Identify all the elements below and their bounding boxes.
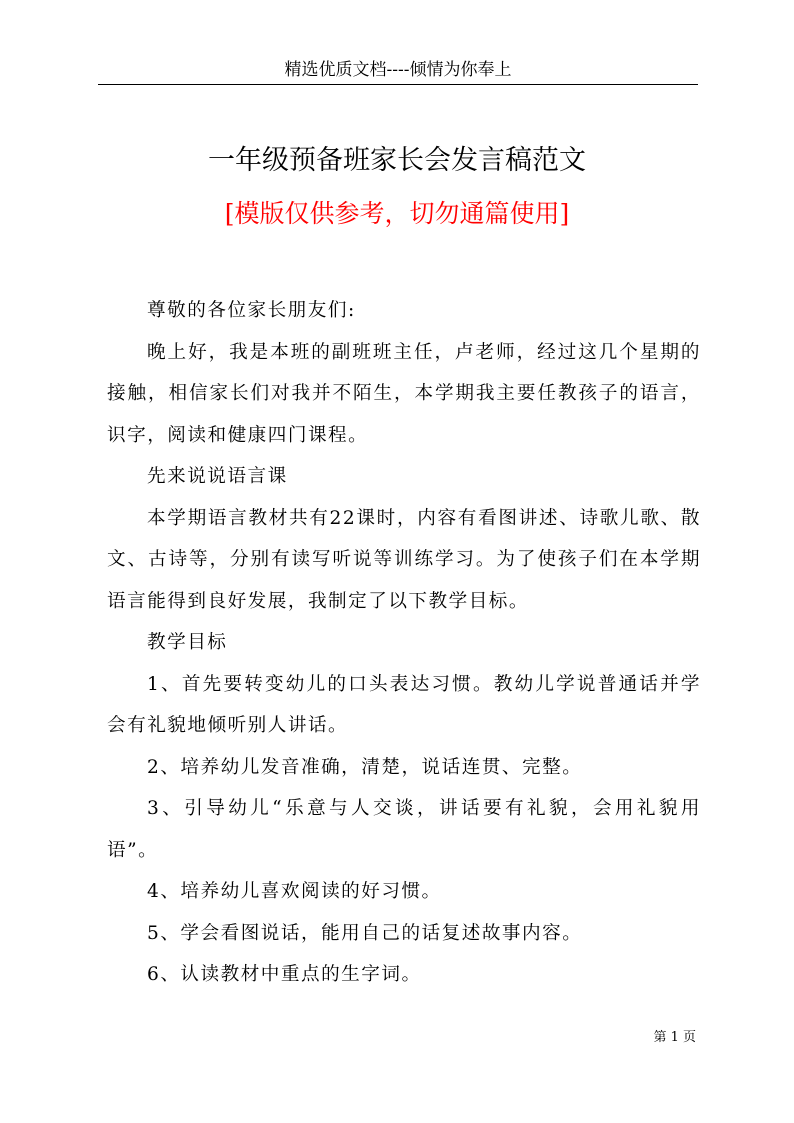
page-header: 精选优质文档----倾情为你奉上 — [98, 56, 698, 85]
document-title: 一年级预备班家长会发言稿范文 — [208, 145, 586, 176]
greeting-paragraph: 尊敬的各位家长朋友们: — [147, 300, 356, 321]
document-subtitle: [模版仅供参考，切勿通篇使用] — [224, 199, 570, 228]
section-heading: 教学目标 — [147, 632, 228, 653]
section-heading: 先来说说语言课 — [147, 466, 288, 487]
list-item: 1、首先要转变幼儿的口头表达习惯。教幼儿学说普通话并学会有礼貌地倾听别人讲话。 — [107, 673, 701, 736]
list-item: 6、认读教材中重点的生字词。 — [147, 964, 422, 985]
body-paragraph: 本学期语言教材共有22课时，内容有看图讲述、诗歌儿歌、散文、古诗等，分别有读写听说等训练学习。为了使孩子们在本学期语言能得到良好发展，我制定了以下教学目标。 — [107, 507, 701, 612]
list-item: 3、引导幼儿“乐意与人交谈，讲话要有礼貌，会用礼貌用语”。 — [107, 798, 701, 861]
body-paragraph: 晚上好，我是本班的副班班主任，卢老师，经过这几个星期的接触，相信家长们对我并不陌生，本学期我主要任教孩子的语言，识字，阅读和健康四门课程。 — [107, 341, 701, 446]
document-body — [107, 290, 701, 996]
page-number: 第 1 页 — [653, 1030, 696, 1045]
list-item: 2、培养幼儿发音准确，清楚，说话连贯、完整。 — [147, 756, 583, 778]
list-item: 4、培养幼儿喜欢阅读的好习惯。 — [147, 881, 442, 902]
list-item: 5、学会看图说话，能用自己的话复述故事内容。 — [147, 922, 583, 944]
